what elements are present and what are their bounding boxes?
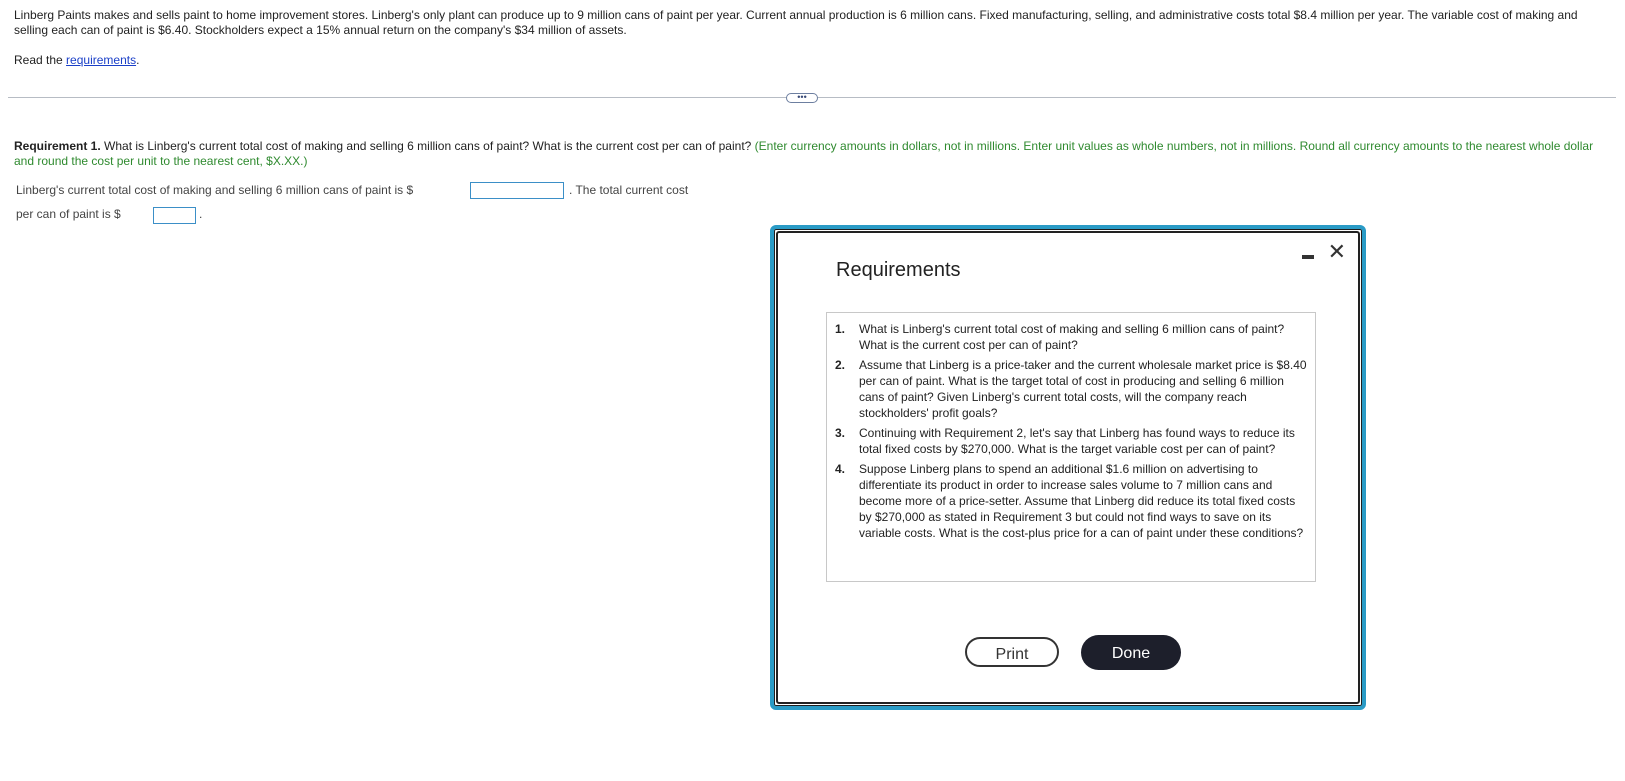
requirements-dialog [770, 225, 1366, 710]
list-item [835, 321, 1307, 353]
item-text: Continuing with Requirement 2, let's say that Linberg has found ways to reduce its total fixed costs by $270,000. What is the target variable cost per can of paint? [859, 426, 1295, 456]
print-button[interactable]: Print [965, 637, 1059, 667]
answer-line-1: Linberg's current total cost of making and selling 6 million cans of paint is $ [16, 183, 414, 197]
answer-line-2: per can of paint is $ [16, 207, 121, 221]
item-text: Suppose Linberg plans to spend an additional $1.6 million on advertising to differentiate its product in order to increase sales volume to 7 million cans and become more of a price-setter. Assume that Linberg did reduce its total fixed costs by $270,000 as stated in Requirement 3 but could not find ways to save on its variable costs. What is the cost-plus price for a can of paint under these conditions? [859, 462, 1304, 540]
problem-statement: Linberg Paints makes and sells paint to home improvement stores. Linberg's only plant can produce up to 9 million cans of paint per year. Current annual production is 6 million cans. Fixed manufacturing, selling, and administrative costs total $8.4 million per year. The variable cost of making and selling each can of paint is $6.40. Stockholders expect a 15% annual return on the company's $34 million of assets. [14, 8, 1578, 37]
requirements-list [826, 312, 1316, 582]
read-prefix: Read the [14, 53, 67, 67]
requirements-link[interactable]: requirements [66, 53, 137, 67]
requirement-1-label: Requirement 1. [14, 139, 101, 153]
list-item [835, 357, 1307, 421]
total-cost-input[interactable] [470, 182, 564, 199]
read-suffix: . [136, 53, 140, 67]
item-text: What is Linberg's current total cost of making and selling 6 million cans of paint? What is the current cost per can of paint? [859, 322, 1285, 352]
list-item [835, 461, 1307, 541]
answer-line-2-suffix: . [199, 207, 203, 221]
dialog-title: Requirements [836, 259, 961, 281]
item-number: 4. [835, 462, 846, 476]
item-number: 2. [835, 358, 846, 372]
close-icon[interactable]: ✕ [1327, 239, 1346, 264]
read-requirements-line [14, 53, 139, 67]
minimize-icon[interactable] [1302, 255, 1314, 259]
requirement-1-text: What is Linberg's current total cost of making and selling 6 million cans of paint? What is the current cost per can of paint? [100, 139, 755, 153]
requirement-1-question [14, 139, 1614, 169]
answer-line-1-suffix: . The total current cost [569, 183, 689, 197]
requirement-1-hint: (Enter currency amounts in dollars, not in millions. Enter unit values as whole numbers, not in millions. Round all currency amounts to the nearest whole dollar and round the cost per unit to the nearest cent, $X.XX.) [14, 139, 1594, 168]
done-button[interactable]: Done [1081, 635, 1181, 670]
item-text: Assume that Linberg is a price-taker and the current wholesale market price is $8.40 per can of paint. What is the target total of cost in producing and selling 6 million cans of paint? Given Linberg's current total costs, will the company reach stockholders' profit goals? [859, 358, 1307, 420]
expand-ellipsis-button[interactable]: ••• [786, 93, 818, 103]
cost-per-can-input[interactable] [153, 207, 196, 224]
item-number: 3. [835, 426, 846, 440]
list-item [835, 425, 1307, 457]
item-number: 1. [835, 322, 846, 336]
